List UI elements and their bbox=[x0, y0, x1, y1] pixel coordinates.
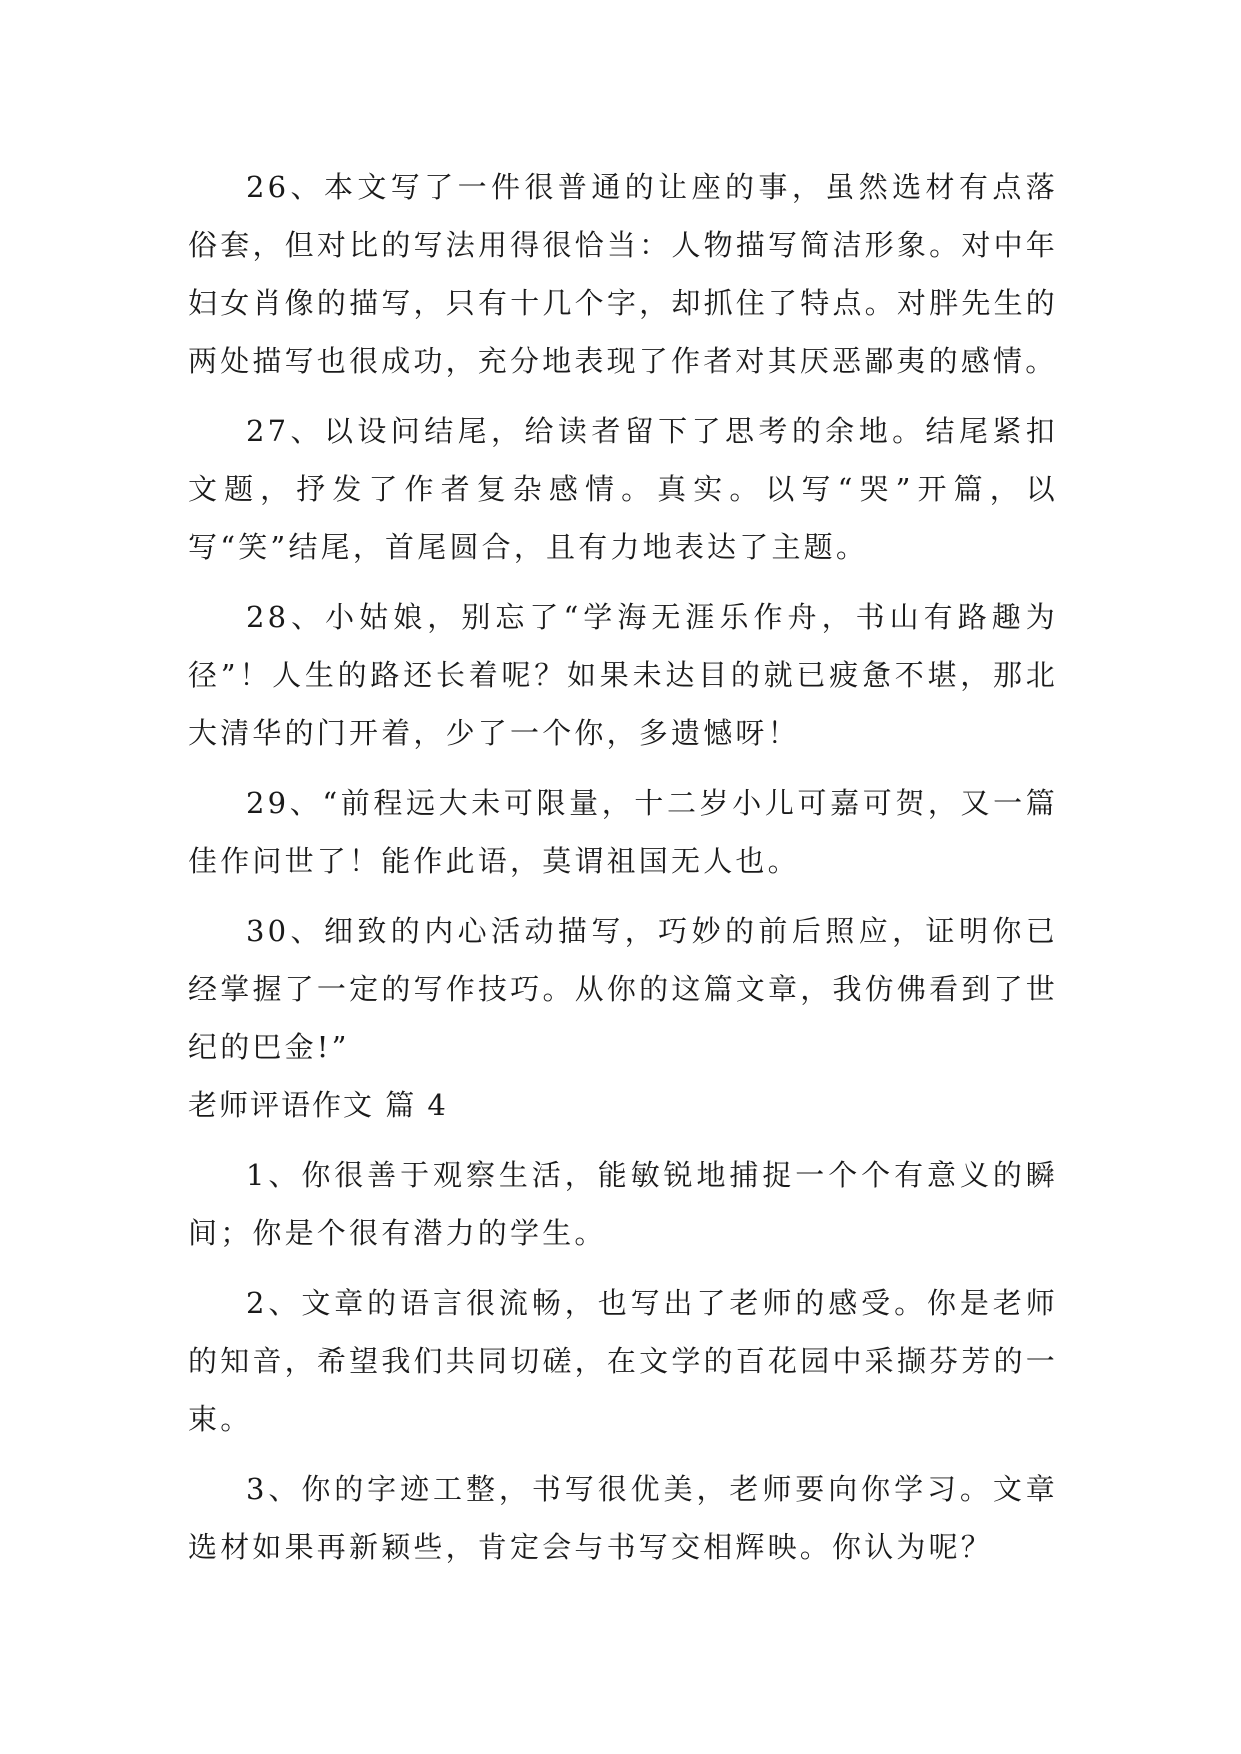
section-title: 老师评语作文 篇 4 bbox=[188, 1088, 448, 1122]
comment-paragraph-28: 28、小姑娘，别忘了“学海无涯乐作舟，书山有路趣为径”！人生的路还长着呢？如果未达目的就已疲惫不堪，那北大清华的门开着，少了一个你，多遗憾呀！ bbox=[188, 600, 1058, 750]
comment-paragraph-30: 30、细致的内心活动描写，巧妙的前后照应，证明你已经掌握了一定的写作技巧。从你的这篇文章，我仿佛看到了世纪的巴金!” bbox=[188, 914, 1058, 1064]
comment-paragraph-2: 2、文章的语言很流畅，也写出了老师的感受。你是老师的知音，希望我们共同切磋，在文学的百花园中采撷芬芳的一束。 bbox=[188, 1286, 1058, 1436]
comment-paragraph-26: 26、本文写了一件很普通的让座的事，虽然选材有点落俗套，但对比的写法用得很恰当：人物描写简洁形象。对中年妇女肖像的描写，只有十几个字，却抓住了特点。对胖先生的两处描写也很成功，充分地表现了作者对其厌恶鄙夷的感情。 bbox=[188, 170, 1058, 378]
comment-paragraph-27: 27、以设问结尾，给读者留下了思考的余地。结尾紧扣文题，抒发了作者复杂感情。真实。以写“哭”开篇，以写“笑”结尾，首尾圆合，且有力地表达了主题。 bbox=[188, 414, 1058, 564]
comment-paragraph-3: 3、你的字迹工整，书写很优美，老师要向你学习。文章选材如果再新颖些，肯定会与书写交相辉映。你认为呢？ bbox=[188, 1472, 1058, 1564]
comment-paragraph-1: 1、你很善于观察生活，能敏锐地捕捉一个个有意义的瞬间；你是个很有潜力的学生。 bbox=[188, 1158, 1058, 1250]
comment-paragraph-29: 29、“前程远大未可限量，十二岁小儿可嘉可贺，又一篇佳作问世了！能作此语，莫谓祖国无人也。 bbox=[188, 786, 1058, 878]
document-page bbox=[188, 158, 1058, 1576]
